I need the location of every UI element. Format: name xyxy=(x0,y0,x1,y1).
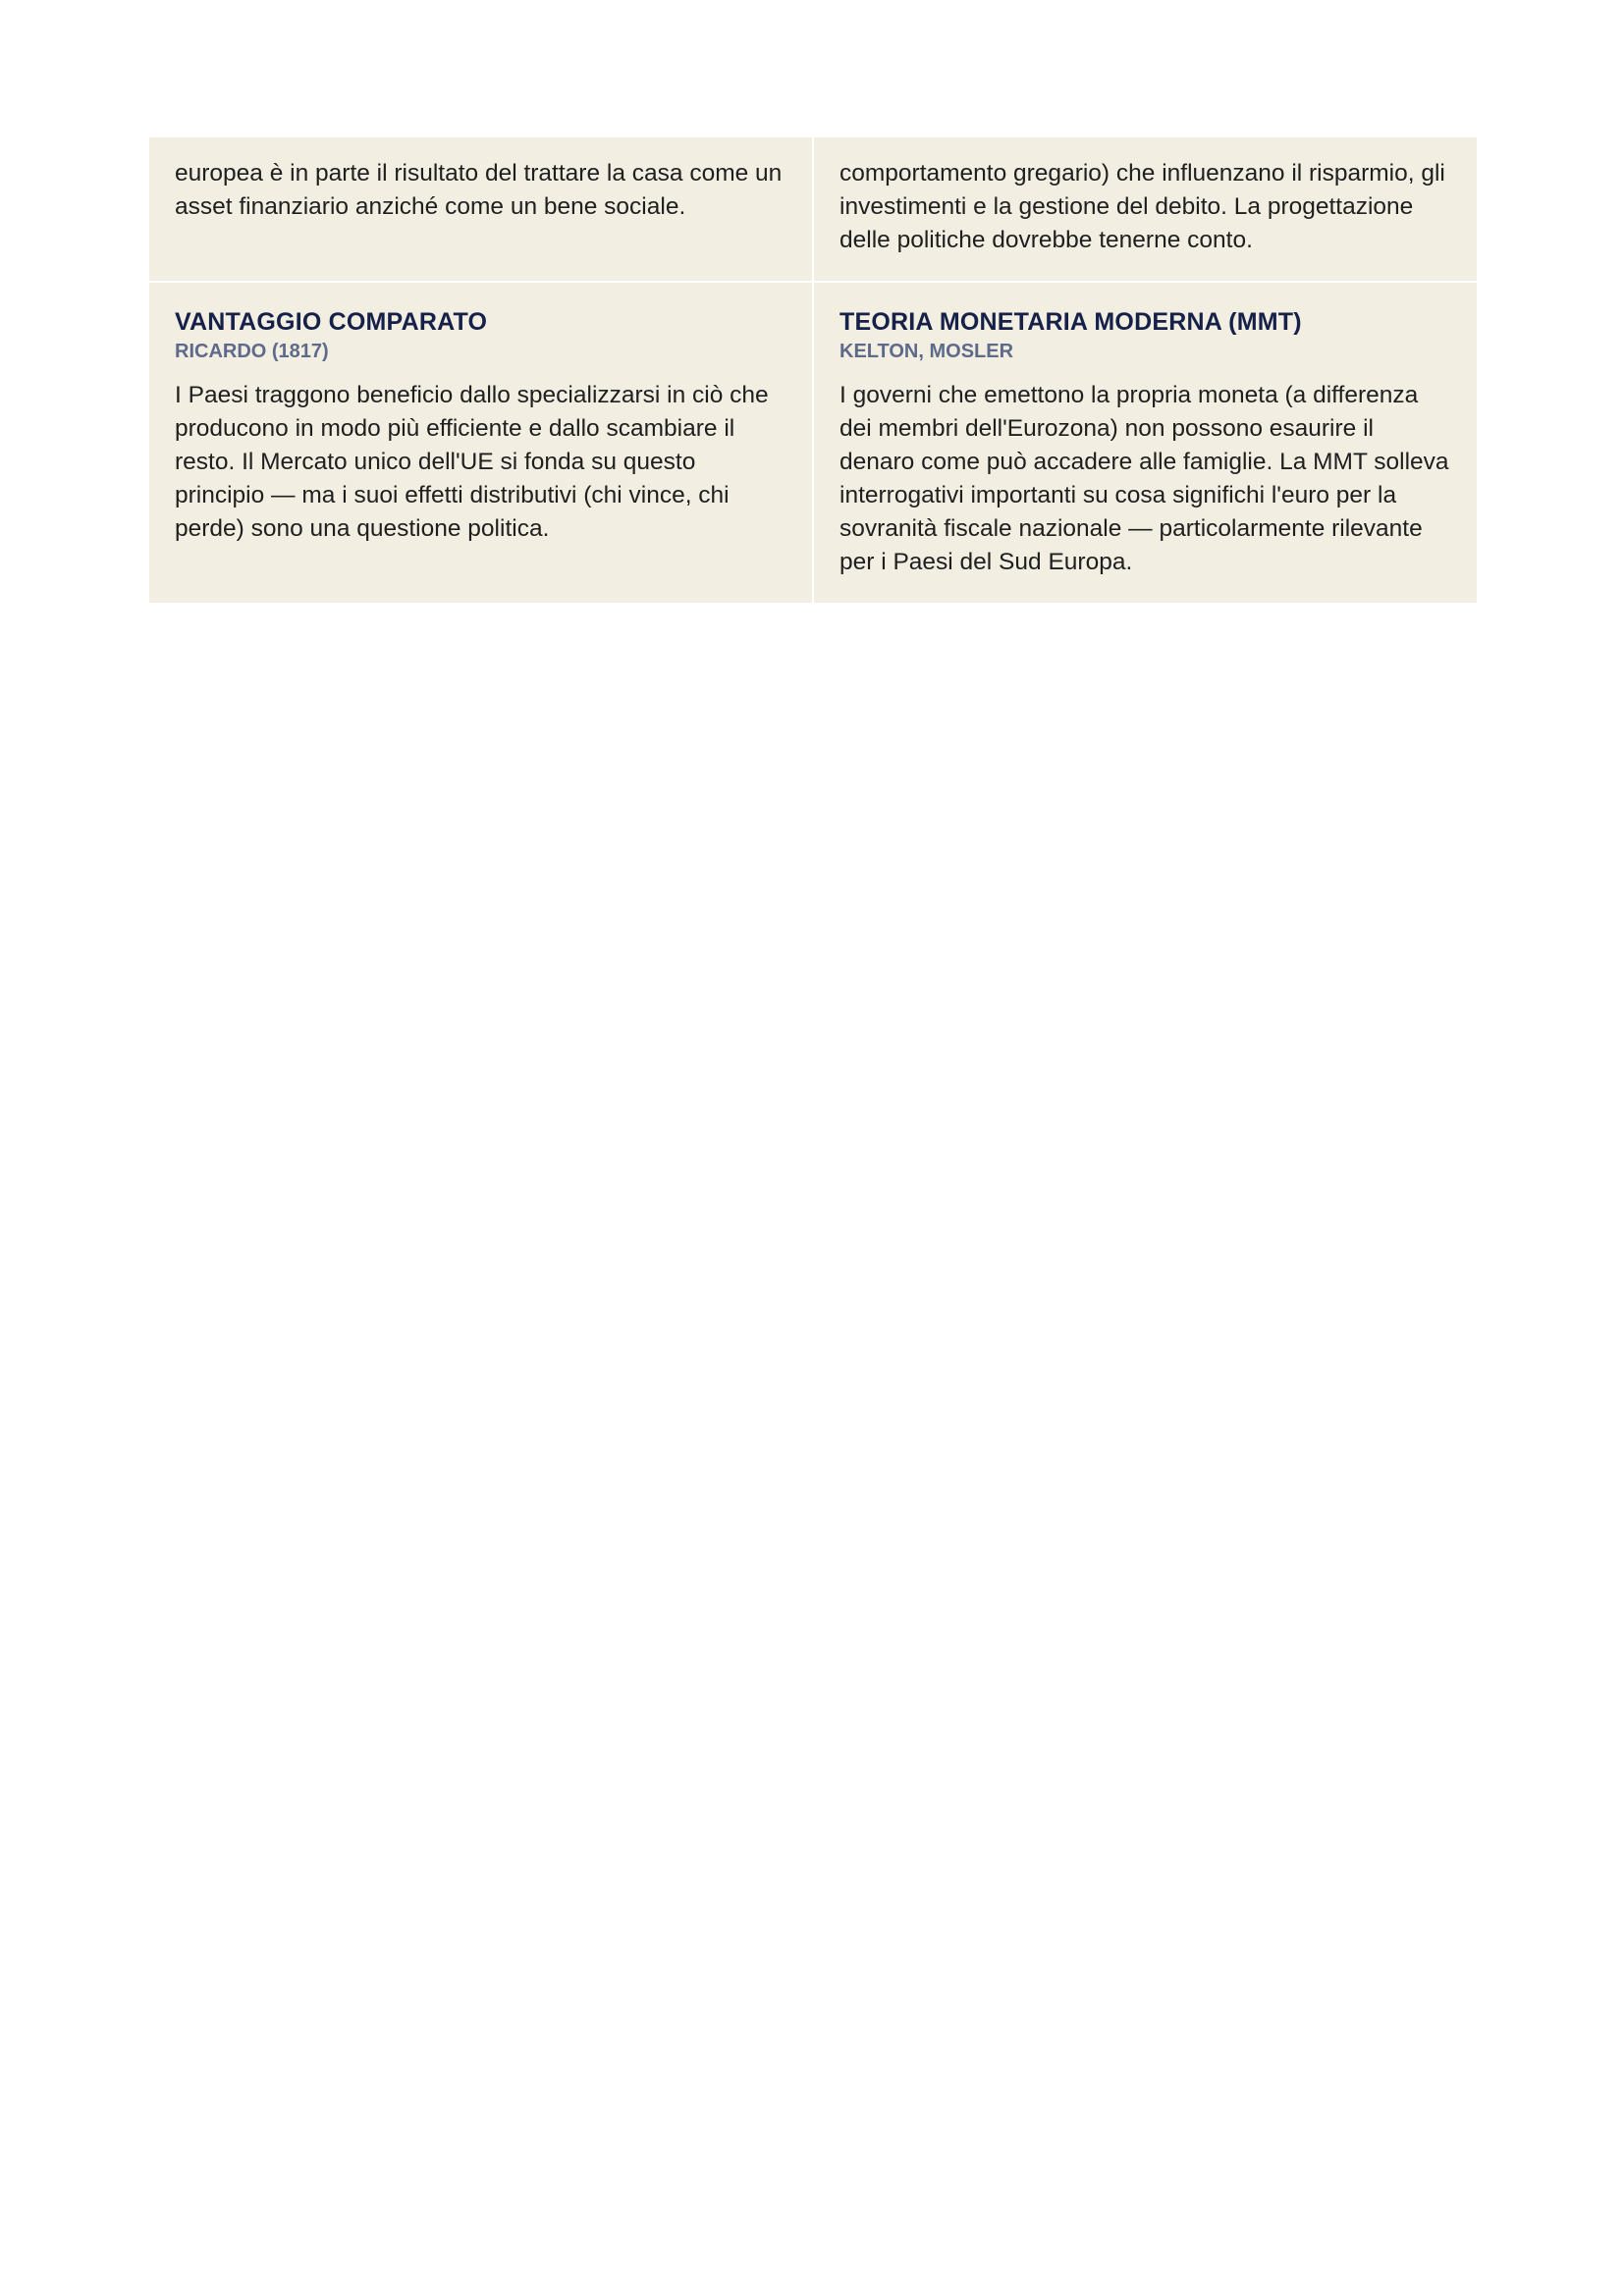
concept-body: europea è in parte il risultato del trattare la casa come un asset finanziario anziché come un bene sociale. xyxy=(175,160,783,220)
concept-body: comportamento gregario) che influenzano il risparmio, gli investimenti e la gestione del debito. La progettazione delle politiche dovrebbe tenerne conto. xyxy=(839,160,1445,253)
concept-card-continued-right xyxy=(814,137,1477,281)
concept-card-mmt xyxy=(814,283,1477,603)
concept-title: TEORIA MONETARIA MODERNA (MMT) xyxy=(839,308,1302,336)
concepts-grid xyxy=(149,137,1477,603)
concept-body: I Paesi traggono beneficio dallo specializzarsi in ciò che producono in modo più efficiente e dallo scambiare il resto. Il Mercato unico dell'UE si fonda su questo principio — ma i suoi effetti distributivi (chi vince, chi perde) sono una questione politica. xyxy=(175,382,769,542)
concept-body: I governi che emettono la propria moneta (a differenza dei membri dell'Eurozona) non possono esaurire il denaro come può accadere alle famiglie. La MMT solleva interrogativi importanti su cosa significhi l'euro per la sovranità fiscale nazionale — particolarmente rilevante per i Paesi del Sud Europa. xyxy=(839,382,1449,575)
concept-title: VANTAGGIO COMPARATO xyxy=(175,308,488,336)
concept-card-continued-left xyxy=(149,137,812,281)
concept-author: KELTON, MOSLER xyxy=(839,341,1014,362)
concept-author: RICARDO (1817) xyxy=(175,341,329,362)
concept-card-comparative-advantage xyxy=(149,283,812,603)
